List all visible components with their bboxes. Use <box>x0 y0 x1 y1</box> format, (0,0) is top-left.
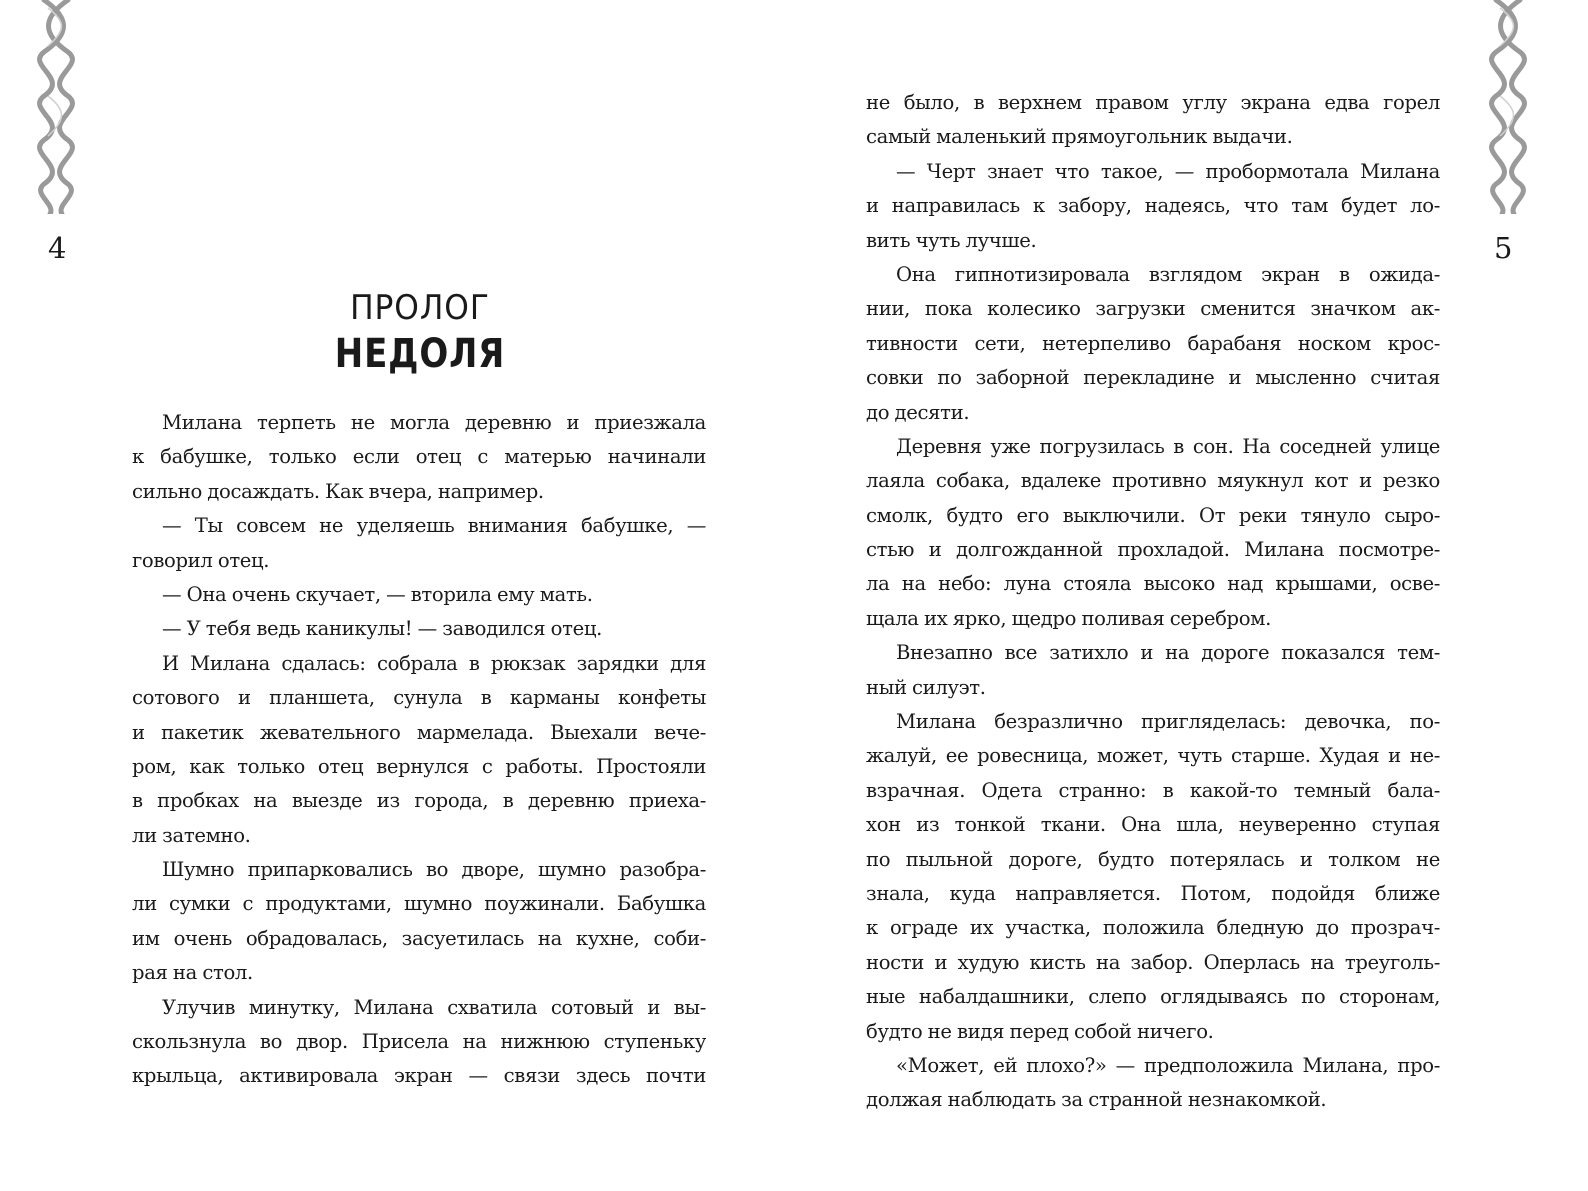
text-line: хон из тонкой ткани. Она шла, неуверенно ступая <box>866 813 1440 837</box>
text-line: совки по заборной перекладине и мысленно считая <box>866 366 1440 390</box>
text-line: нии, пока колесико загрузки сменится значком ак- <box>866 297 1440 321</box>
text-line: ности и худую кисть на забор. Оперлась на треуголь- <box>866 950 1440 974</box>
text-line: будто не видя перед собой ничего. <box>866 1019 1214 1043</box>
text-line: ли сумки с продуктами, шумно поужинали. Бабушка <box>132 892 706 916</box>
text-line: к бабушке, только если отец с матерью начинали <box>132 445 706 469</box>
text-line: Она гипнотизировала взглядом экран в ожида- <box>896 262 1440 286</box>
text-line: не было, в верхнем правом углу экрана едва горел <box>866 91 1440 114</box>
text-line: до десяти. <box>866 400 970 424</box>
chapter-title: НЕДОЛЯ <box>334 331 506 377</box>
text-line: и направилась к забору, надеясь, что там будет ло- <box>866 194 1440 218</box>
text-line: — Черт знает что такое, — пробормотала Милана <box>896 159 1440 183</box>
text-line: Шумно припарковались во дворе, шумно разобра- <box>162 858 706 882</box>
text-line: щала их ярко, щедро поливая серебром. <box>866 606 1271 630</box>
text-line: И Милана сдалась: собрала в рюкзак зарядки для <box>162 651 706 675</box>
text-line: ли затемно. <box>132 823 251 847</box>
right-page <box>794 0 1588 1191</box>
text-line: — У тебя ведь каникулы! — заводился отец. <box>162 617 602 641</box>
text-line: — Она очень скучает, — вторила ему мать. <box>162 582 593 606</box>
text-line: самый маленький прямоугольник выдачи. <box>866 125 1293 149</box>
text-line: сотового и планшета, сунула в карманы конфеты <box>132 686 706 710</box>
page-number: 5 <box>1494 231 1513 265</box>
text-line: рая на стол. <box>132 961 253 985</box>
text-line: взрачная. Одета странно: в какой-то темный бала- <box>866 778 1440 802</box>
text-line: тивности сети, нетерпеливо барабаня носком крос- <box>866 331 1440 355</box>
chapter-heading <box>134 288 706 378</box>
text-line: к ограде их участка, положила бледную до прозрач- <box>866 916 1440 940</box>
text-line: ром, как только отец вернулся с работы. Простояли <box>132 754 706 778</box>
text-line: ный силуэт. <box>866 675 986 699</box>
text-line: в пробках на выезде из города, в деревню приеха- <box>132 789 706 813</box>
text-line: по пыльной дороге, будто потерялась и толком не <box>866 847 1440 871</box>
text-line: ные набалдашники, слепо оглядываясь по сторонам, <box>866 985 1440 1009</box>
text-line: Внезапно все затихло и на дороге показался тем- <box>896 641 1440 665</box>
body-text <box>866 86 1440 1118</box>
text-line: должая наблюдать за странной незнакомкой. <box>866 1088 1327 1112</box>
text-line: стью и долгожданной прохладой. Милана посмотре- <box>866 538 1440 562</box>
text-line: ла на небо: луна стояла высоко над крышами, осве- <box>866 572 1440 596</box>
text-line: говорил отец. <box>132 548 270 572</box>
text-line: скользнула во двор. Присела на нижнюю ступеньку <box>132 1030 706 1054</box>
text-line: им очень обрадовалась, засуетилась на кухне, соби- <box>132 926 706 950</box>
text-line: Милана терпеть не могла деревню и приезжала <box>162 411 706 434</box>
text-line: крыльца, активировала экран — связи здесь почти <box>132 1064 706 1088</box>
text-line: смолк, будто его выключили. От реки тянуло сыро- <box>866 503 1440 527</box>
text-line: Милана безразлично пригляделась: девочка, по- <box>896 710 1440 734</box>
text-line: лаяла собака, вдалеке противно мяукнул кот и резко <box>866 469 1440 493</box>
text-line: Деревня уже погрузилась в сон. На соседней улице <box>896 434 1440 458</box>
text-line: жалуй, ее ровесница, может, чуть старше. Худая и не- <box>866 744 1440 768</box>
braid-ornament-icon <box>1488 0 1528 214</box>
text-line: сильно досаждать. Как вчера, например. <box>132 479 544 503</box>
body-text <box>132 406 706 1094</box>
braid-ornament-icon <box>36 0 76 214</box>
chapter-label: ПРОЛОГ <box>350 288 490 328</box>
text-line: знала, куда направляется. Потом, подойдя ближе <box>866 881 1440 905</box>
text-line: — Ты совсем не уделяешь внимания бабушке, — <box>162 514 706 538</box>
text-line: Улучив минутку, Милана схватила сотовый и вы- <box>162 995 706 1019</box>
text-line: «Может, ей плохо?» — предположила Милана, про- <box>896 1053 1440 1077</box>
text-line: вить чуть лучше. <box>866 228 1037 252</box>
text-line: и пакетик жевательного мармелада. Выехали вече- <box>132 720 706 744</box>
page-number: 4 <box>48 231 67 265</box>
